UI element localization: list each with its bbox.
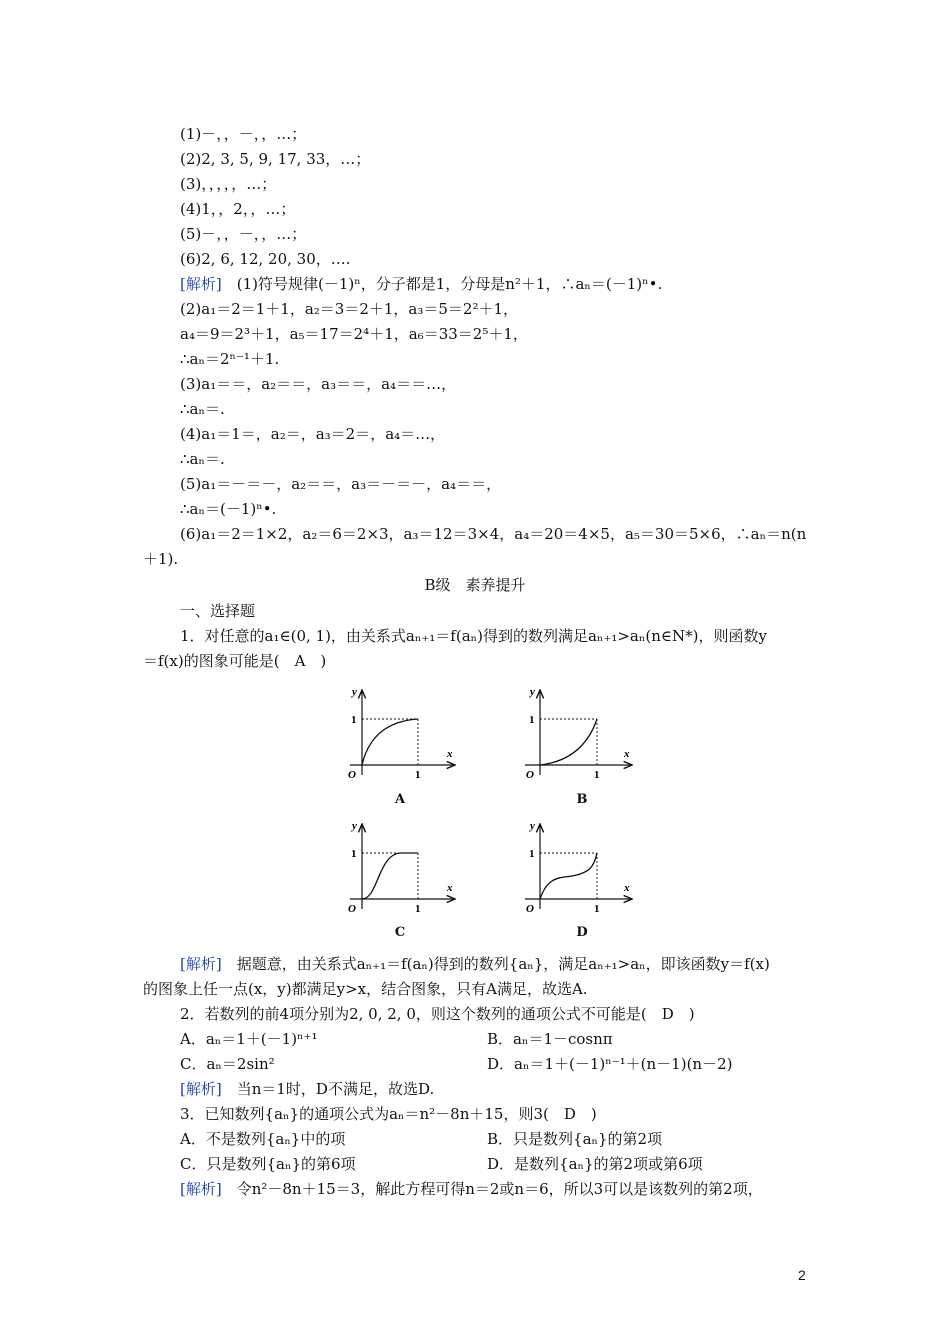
solution-line-6: ∴aₙ＝. [180, 400, 225, 418]
q2-option-b: B．aₙ＝1－cosnπ [487, 1030, 613, 1048]
analysis-tag: [解析] [180, 1180, 222, 1198]
analysis-tag: [解析] [180, 955, 222, 973]
analysis-tag: [解析] [180, 1080, 222, 1098]
problem-line-3: (3)，，，，，…； [180, 175, 277, 193]
tick-y-1: 1 [529, 848, 535, 860]
q2-option-c: C．aₙ＝2sin² [180, 1055, 275, 1073]
x-label: x [447, 882, 453, 894]
question-2-stem: 2．若数列的前4项分别为2, 0, 2, 0，则这个数列的通项公式不可能是( D ) [180, 1005, 695, 1023]
q3-analysis: [解析] 令n²－8n＋15＝3，解此方程可得n＝2或n＝6，所以3可以是该数列的第2项， [180, 1180, 763, 1198]
problem-line-4: (4)1，，2，，…； [180, 200, 296, 218]
problem-line-5: (5)－，，－，，…； [180, 225, 307, 243]
solution-line-4: ∴aₙ＝2ⁿ⁻¹＋1. [180, 350, 280, 368]
section-heading: B级 素养提升 [424, 576, 526, 594]
q3-option-b: B．只是数列{aₙ}的第2项 [487, 1130, 663, 1148]
solution-line-2: (2)a₁＝2＝1＋1，a₂＝3＝2＋1，a₃＝5＝2²＋1， [180, 300, 519, 318]
tick-x-1: 1 [594, 769, 600, 781]
origin-label: O [526, 903, 534, 915]
graph-label-b: B [576, 792, 588, 807]
y-label: y [352, 820, 357, 832]
origin-label: O [348, 903, 356, 915]
curve [362, 853, 418, 899]
tick-y-1: 1 [351, 848, 357, 860]
origin-label: O [526, 769, 534, 781]
y-label: y [530, 686, 535, 698]
q2-analysis: [解析] 当n＝1时，D不满足，故选D. [180, 1080, 435, 1098]
curve [362, 719, 418, 765]
solution-line-10: ∴aₙ＝(－1)ⁿ•. [180, 500, 277, 518]
graph-label-c: C [394, 925, 406, 940]
solution-line-12: ＋1). [143, 550, 179, 568]
q2-option-a: A．aₙ＝1＋(－1)ⁿ⁺¹ [180, 1030, 318, 1048]
tick-x-1: 1 [594, 903, 600, 915]
tick-y-1: 1 [529, 714, 535, 726]
tick-y-1: 1 [351, 714, 357, 726]
curve [540, 719, 597, 765]
x-label: x [447, 748, 453, 760]
y-label: y [530, 820, 535, 832]
solution-line-9: (5)a₁＝－＝－，a₂＝＝，a₃＝－＝－，a₄＝＝， [180, 475, 502, 493]
q1-analysis-line-1: [解析] 据题意，由关系式aₙ₊₁＝f(aₙ)得到的数列{aₙ}，满足aₙ₊₁>aₙ，即该函数y＝f(x) [180, 955, 770, 973]
solution-line-11: (6)a₁＝2＝1×2，a₂＝6＝2×3，a₃＝12＝3×4，a₄＝20＝4×5，a₅＝30＝5×6，∴aₙ＝n(n [180, 525, 807, 543]
question-3-stem: 3．已知数列{aₙ}的通项公式为aₙ＝n²－8n＋15，则3( D ) [180, 1105, 597, 1123]
tick-x-1: 1 [415, 903, 421, 915]
graph-d [525, 820, 632, 915]
q2-option-d: D．aₙ＝1＋(－1)ⁿ⁻¹＋(n－1)(n－2) [487, 1055, 733, 1073]
problem-line-2: (2)2, 3, 5, 9, 17, 33，…； [180, 150, 371, 168]
solution-line-3: a₄＝9＝2³＋1，a₅＝17＝2⁴＋1，a₆＝33＝2⁵＋1， [180, 325, 528, 343]
graph-label-a: A [394, 792, 406, 807]
solution-line-5: (3)a₁＝＝，a₂＝＝，a₃＝＝，a₄＝＝…， [180, 375, 457, 393]
problem-line-6: (6)2, 6, 12, 20, 30，…. [180, 250, 351, 268]
graph-a [348, 686, 455, 781]
q3-option-d: D．是数列{aₙ}的第2项或第6项 [487, 1155, 703, 1173]
solution-line-7: (4)a₁＝1＝，a₂＝，a₃＝2＝，a₄＝…， [180, 425, 446, 443]
graph-b [525, 686, 632, 781]
solution-line-1: [解析] (1)符号规律(－1)ⁿ，分子都是1，分母是n²＋1，∴aₙ＝(－1)ⁿ•. [180, 275, 663, 293]
question-1-line-1: 1．对任意的a₁∈(0, 1)，由关系式aₙ₊₁＝f(aₙ)得到的数列满足aₙ₊₁>aₙ(n∈N*)，则函数y [180, 627, 767, 645]
q3-option-a: A．不是数列{aₙ}中的项 [180, 1130, 346, 1148]
graph-label-d: D [576, 925, 588, 940]
page-number: 2 [798, 1267, 806, 1283]
problem-line-1: (1)－，，－，，…； [180, 125, 307, 143]
x-label: x [624, 748, 630, 760]
tick-x-1: 1 [415, 769, 421, 781]
y-label: y [352, 686, 357, 698]
analysis-tag: [解析] [180, 275, 222, 293]
origin-label: O [348, 769, 356, 781]
q1-analysis-line-2: 的图象上任一点(x，y)都满足y>x，结合图象，只有A满足，故选A. [143, 980, 588, 998]
question-1-line-2: ＝f(x)的图象可能是( A ) [143, 652, 327, 670]
x-label: x [624, 882, 630, 894]
graph-c [348, 820, 455, 915]
q3-option-c: C．只是数列{aₙ}的第6项 [180, 1155, 356, 1173]
solution-line-8: ∴aₙ＝. [180, 450, 225, 468]
subsection-heading: 一、选择题 [180, 602, 256, 620]
curve [540, 853, 597, 899]
